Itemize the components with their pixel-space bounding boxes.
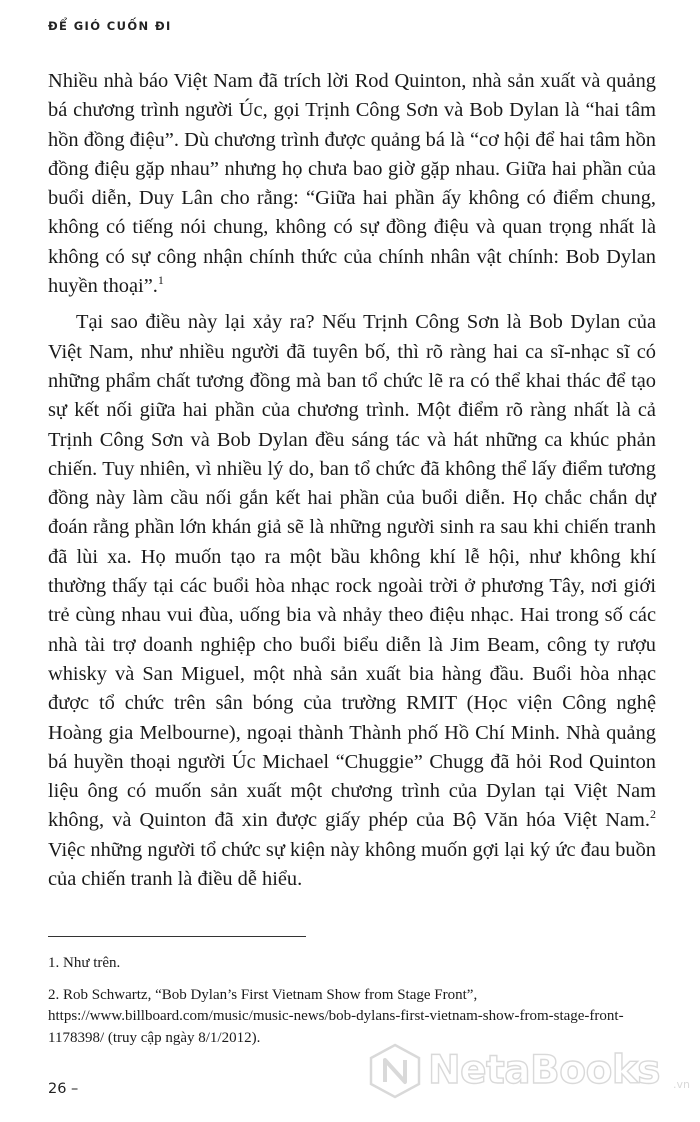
netabooks-watermark [366,1040,696,1110]
footnote-ref-2[interactable]: 2 [650,807,656,822]
watermark-brand: NetaBooks [428,1048,661,1093]
body-text [48,67,656,901]
paragraph-1 [48,67,656,301]
footnote-1: 1. Như trên. [48,955,121,971]
footnote-ref-1[interactable]: 1 [157,273,164,288]
footnote-2: 2. Rob Schwartz, “Bob Dylan’s First Vietnam Show from Stage Front”, https://www.billboard.com/music/music-news/bob-dylans-first-vietnam-show-from-stage-front-1178398/ (truy cập ngày 8/1/2012). [48,986,624,1046]
netabooks-logo-icon [366,1042,424,1100]
watermark-suffix: .vn [673,1078,690,1091]
running-title: ĐỂ GIÓ CUỐN ĐI [48,19,172,33]
paragraph-2-text: Tại sao điều này lại xảy ra? Nếu Trịnh Công Sơn là Bob Dylan của Việt Nam, như nhiều người đã tuyên bố, thì rõ ràng hai ca sĩ-nhạc sĩ có những phẩm chất tương đồng mà ban tổ chức lẽ ra có thể khai thác để tạo sự kết nối giữa hai phần của chương trình. Một điểm rõ ràng nhất là cả Trịnh Công Sơn và Bob Dylan đều sáng tác và hát những ca khúc phản chiến. Tuy nhiên, vì nhiều lý do, ban tổ chức đã không thể lấy điểm tương đồng này làm cầu nối gắn kết hai phần của buổi diễn. Họ chắc chắn dự đoán rằng phần lớn khán giả sẽ là những người sinh ra sau khi chiến tranh đã lùi xa. Họ muốn tạo ra một bầu không khí lễ hội, như không khí thường thấy tại các buổi hòa nhạc rock ngoài trời ở phương Tây, nơi giới trẻ cùng nhau vui đùa, uống bia và nhảy theo điệu nhạc. Hai trong số các nhà tài trợ doanh nghiệp cho buổi biểu diễn là Jim Beam, công ty rượu whisky và San Miguel, một nhà sản xuất bia hàng đầu. Buổi hòa nhạc được tổ chức trên sân bóng của trường RMIT (Học viện Công nghệ Hoàng gia Melbourne), ngoại thành Thành phố Hồ Chí Minh. Nhà quảng bá huyền thoại người Úc Michael “Chuggie” Chugg đã hỏi Rod Quinton liệu ông có muốn sản xuất một chương trình của Dylan tại Việt Nam không, và Quinton đã xin được giấy phép của Bộ Văn hóa Việt Nam. [48,311,656,832]
paragraph-2 [48,308,656,894]
footnote-divider [48,936,306,937]
page-number: 26 – [48,1081,79,1097]
paragraph-1-text: Nhiều nhà báo Việt Nam đã trích lời Rod Quinton, nhà sản xuất và quảng bá chương trình người Úc, gọi Trịnh Công Sơn và Bob Dylan là “hai tâm hồn đồng điệu”. Dù chương trình được quảng bá là “cơ hội để hai tâm hồn đồng điệu gặp nhau” nhưng họ chưa bao giờ gặp nhau. Giữa hai phần của buổi diễn, Duy Lân cho rằng: “Giữa hai phần ấy không có điểm chung, không có tiếng nói chung, không có sự đồng điệu và quan trọng nhất là không có sự công nhận chính thức của chính nhân vật chính: Bob Dylan huyền thoại”. [48,70,656,298]
paragraph-2-text-end: Việc những người tổ chức sự kiện này không muốn gợi lại ký ức đau buồn của chiến tranh là điều dễ hiểu. [48,838,656,891]
